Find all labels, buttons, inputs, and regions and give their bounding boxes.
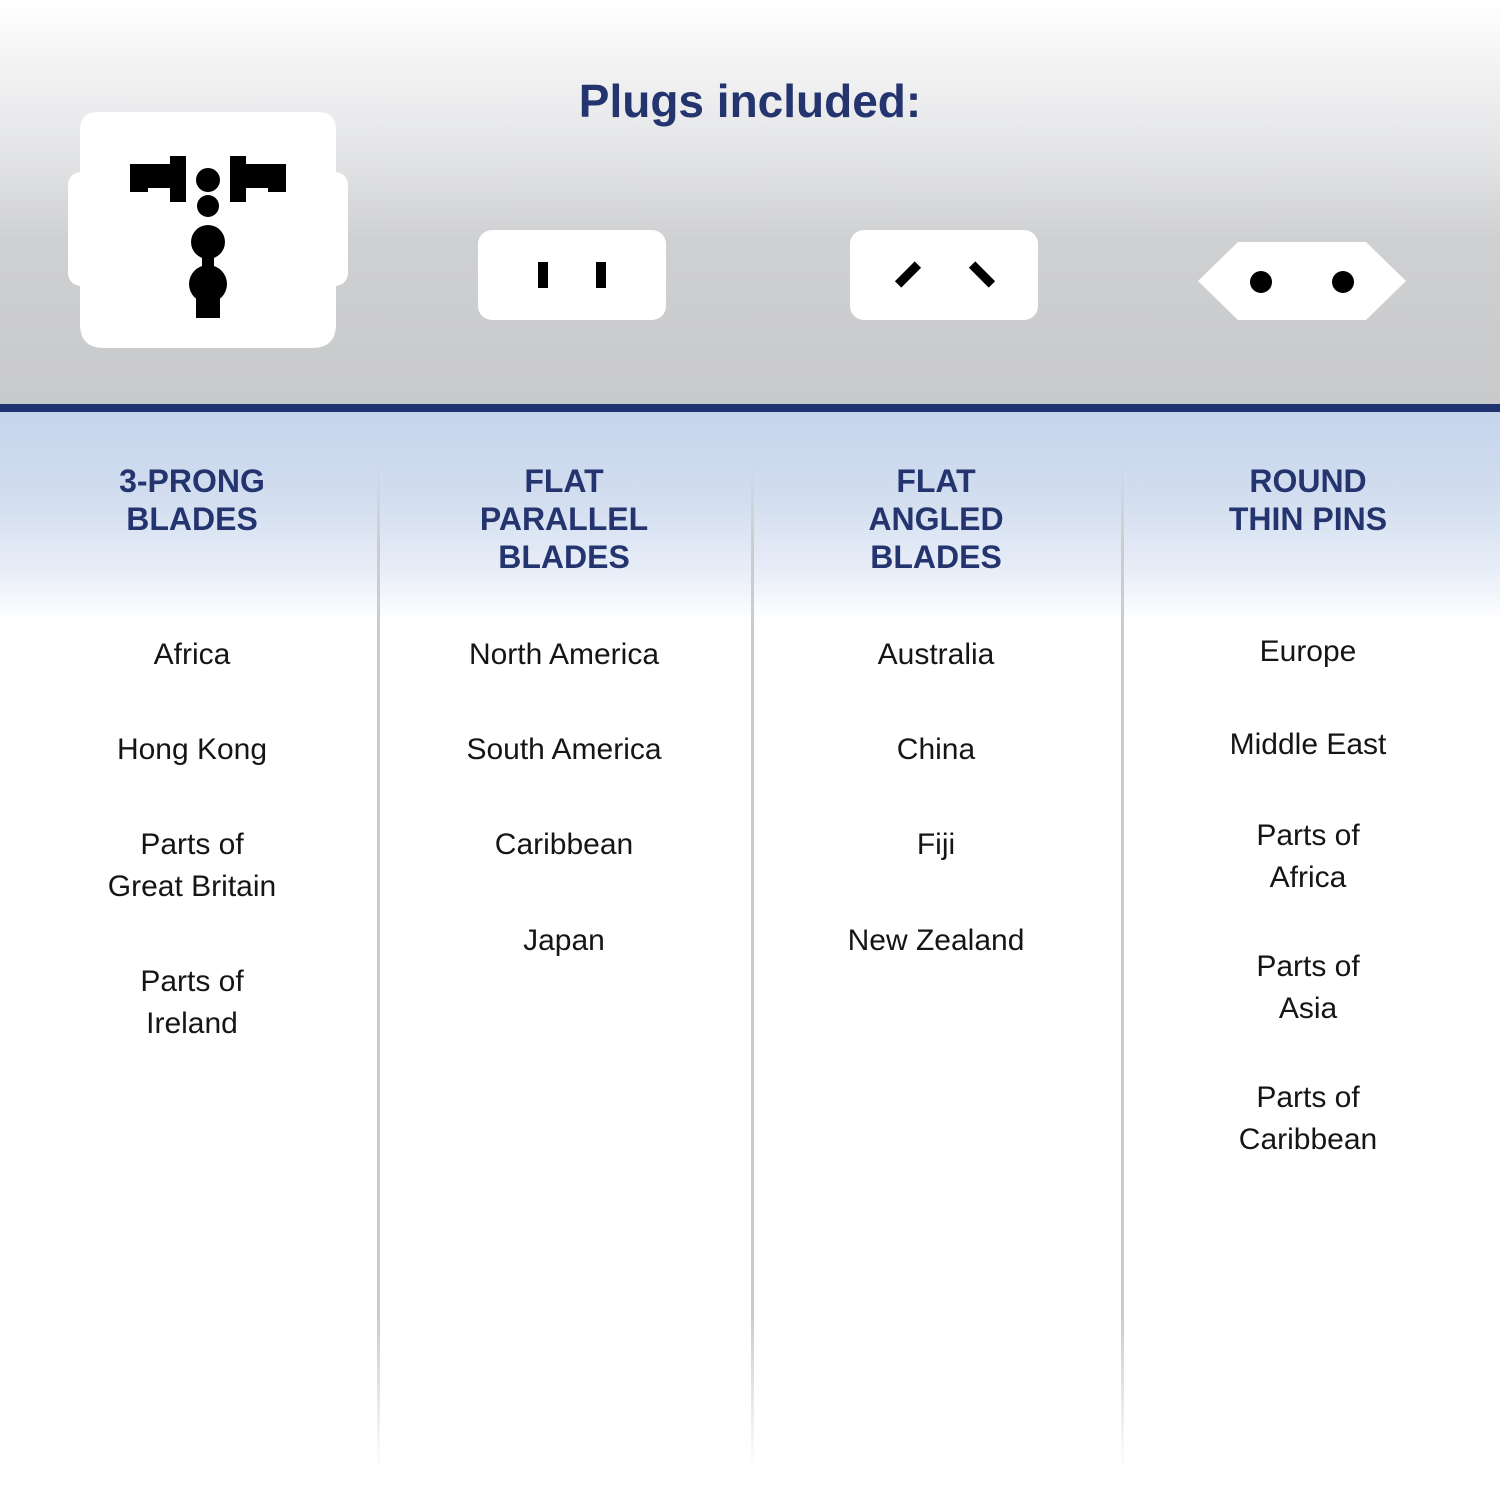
region-item: Parts of Great Britain — [107, 828, 277, 903]
region-item: Australia — [877, 638, 995, 671]
flat-parallel-socket-icon — [478, 230, 666, 320]
region-item: Parts of Ireland — [140, 965, 244, 1040]
region-item: Parts of Africa — [1256, 819, 1360, 894]
header-divider — [0, 404, 1500, 412]
plug-column-round-pins — [1122, 462, 1494, 1156]
region-item: New Zealand — [847, 924, 1025, 957]
plug-column-flat-parallel — [378, 462, 750, 957]
region-item: Fiji — [916, 828, 956, 861]
region-item: China — [896, 733, 976, 766]
region-item: Europe — [1259, 635, 1357, 668]
column-heading: 3-PRONG BLADES — [119, 463, 265, 537]
column-heading: FLAT ANGLED BLADES — [868, 463, 1004, 575]
flat-angled-socket-icon — [850, 230, 1038, 320]
round-pin-socket-icon — [1198, 242, 1406, 320]
column-heading: ROUND THIN PINS — [1228, 463, 1388, 537]
plug-column-flat-angled — [750, 462, 1122, 957]
column-heading: FLAT PARALLEL BLADES — [479, 463, 649, 575]
plug-column-3-prong — [6, 462, 378, 1040]
region-item: Middle East — [1229, 728, 1387, 761]
region-item: North America — [468, 638, 660, 671]
region-item: Japan — [523, 924, 605, 957]
page-title: Plugs included: — [578, 75, 922, 127]
region-item: Parts of Asia — [1256, 950, 1360, 1025]
column-separator — [751, 460, 754, 1470]
universal-3-prong-socket-icon — [68, 112, 348, 350]
region-item: South America — [466, 733, 662, 766]
region-item: Caribbean — [494, 828, 634, 861]
region-item: Hong Kong — [116, 733, 268, 766]
region-item: Parts of Caribbean — [1238, 1081, 1378, 1156]
region-item: Africa — [153, 638, 231, 671]
